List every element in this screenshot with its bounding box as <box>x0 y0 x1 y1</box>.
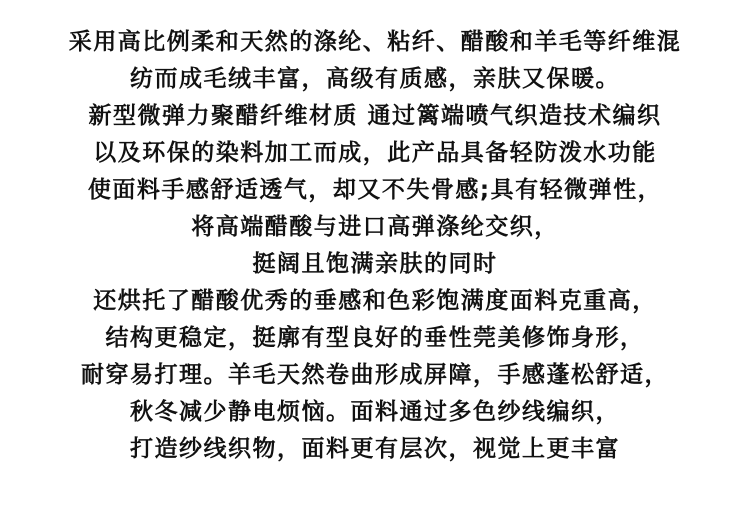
description-line: 秋冬减少静电烦恼。面料通过多色纱线编织， <box>130 399 620 425</box>
description-line: 还烘托了醋酸优秀的垂感和色彩饱满度面料克重高， <box>93 288 657 314</box>
description-line: 耐穿易打理。羊毛天然卷曲形成屏障，手感蓬松舒适， <box>81 362 669 388</box>
description-line: 打造纱线织物，面料更有层次，视觉上更丰富 <box>130 436 620 462</box>
description-line: 使面料手感舒适透气，却又不失骨感;具有轻微弹性， <box>87 177 663 203</box>
description-line: 采用高比例柔和天然的涤纶、粘纤、醋酸和羊毛等纤维混 <box>68 29 682 55</box>
description-line: 将高端醋酸与进口高弹涤纶交织， <box>191 214 559 240</box>
description-line: 以及环保的染料加工而成，此产品具备轻防泼水功能 <box>93 140 657 166</box>
description-line: 挺阔且饱满亲肤的同时 <box>252 251 498 277</box>
description-line: 结构更稳定，挺廓有型良好的垂性莞美修饰身形， <box>105 325 645 351</box>
description-line: 新型微弹力聚醋纤维材质 通过篱端喷气织造技术编织 <box>88 103 662 129</box>
description-line: 纺而成毛绒丰富，高级有质感，亲肤又保暖。 <box>130 66 620 92</box>
